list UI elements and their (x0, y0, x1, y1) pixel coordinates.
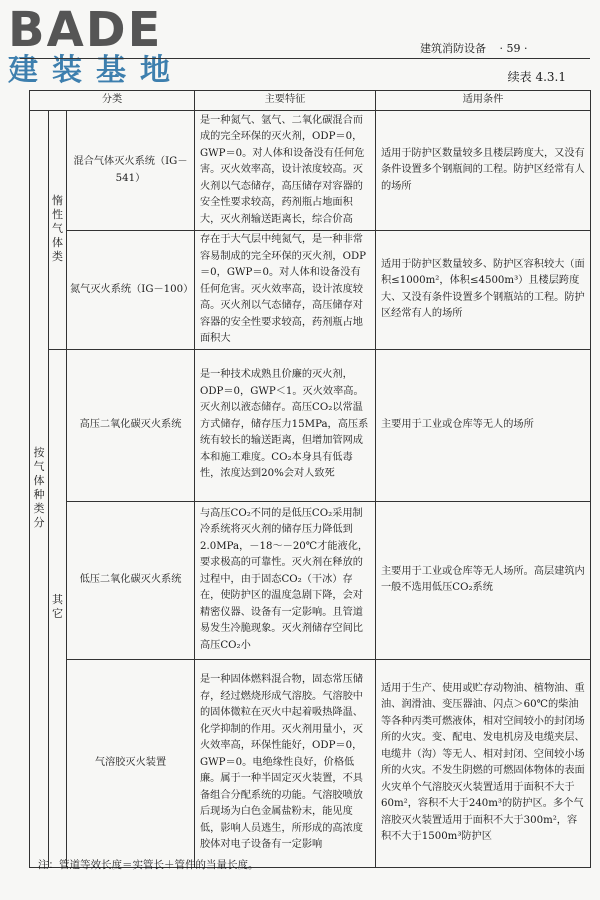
group-label-other: 其它 (52, 593, 63, 621)
header-features: 主要特征 (195, 91, 376, 111)
group-cell-inert (49, 111, 67, 350)
system-name: 气溶胶灭火装置 (67, 659, 195, 867)
system-features: 是一种氮气、氩气、二氧化碳混合而成的完全环保的灭火剂，ODP＝0，GWP＝0。对人体和设备没有任何危害。灭火效率高，设计浓度较高。灭火剂以气态储存，高压储存对容器的安全性要求较高，药剂瓶占地面积大，灭火剂输送距离长，综合价高 (195, 111, 376, 231)
system-name: 氮气灭火系统（IG－100） (67, 231, 195, 350)
table-row (30, 501, 591, 659)
table-header-row (30, 91, 591, 111)
system-conditions: 适用于生产、使用或贮存动物油、植物油、重油、润滑油、变压器油、闪点＞60℃的柴油等各种丙类可燃液体，相对空间较小的封闭场所的火灾。变、配电、发电机房及电缆夹层、电缆井（沟）等无人、相对封闭、空间较小场所的火灾。不发生阴燃的可燃固体物体的表面火灾单个气溶胶灭火装置适用于面积不大于60m²，容积不大于240m³的防护区。多个气溶胶灭火装置适用于面积不大于300m²，容积不大于1500m³防护区 (376, 659, 591, 867)
table-row (30, 231, 591, 350)
system-name: 混合气体灭火系统（IG－541） (67, 111, 195, 231)
running-header-title: 建筑消防设备 (420, 42, 486, 55)
group-label-inert: 惰性气体类 (52, 194, 63, 263)
system-conditions: 适用于防护区数量较多、防护区容积较大（面积≤1000m²，体积≤4500m³）且楼层跨度大、又没有条件设置多个钢瓶站的工程。防护区经常有人的场所 (376, 231, 591, 350)
system-conditions: 主要用于工业或仓库等无人场所。高层建筑内一般不选用低压CO₂系统 (376, 501, 591, 659)
fire-system-table (29, 90, 591, 868)
system-conditions: 适用于防护区数量较多且楼层跨度大，又没有条件设置多个钢瓶间的工程。防护区经常有人的场所 (376, 111, 591, 231)
table-row (30, 349, 591, 501)
table-row (30, 659, 591, 867)
logo-text-cn: 建装基地 (8, 53, 184, 88)
table-row (30, 111, 591, 231)
outer-category-label: 按气体种类分 (33, 446, 45, 529)
footnote: 注：管道等效长度＝实管长＋管件的当量长度。 (38, 859, 259, 871)
logo-text-en: BADE (8, 2, 163, 58)
group-cell-other (49, 349, 67, 867)
logo (8, 4, 184, 88)
table-caption: 续表 4.3.1 (507, 70, 566, 84)
page-number: · 59 · (499, 42, 528, 55)
header-conditions: 适用条件 (376, 91, 591, 111)
system-features: 是一种固体燃料混合物，固态常压储存，经过燃烧形成气溶胶。气溶胶中的固体微粒在灭火中起着吸热降温、化学抑制的作用。灭火剂用量小，灭火效率高，环保性能好，ODP＝0，GWP＝0。电绝缘性良好，价格低廉。属于一种半固定灭火装置，不具备组合分配系统的功能。气溶胶喷放后现场为白色金属盐粉末，能见度低，影响人员逃生，所形成的高浓度胶体对电子设备有一定影响 (195, 659, 376, 867)
system-features: 与高压CO₂不同的是低压CO₂采用制冷系统将灭火剂的储存压力降低到2.0MPa，－18～－20℃才能液化，要求极高的可靠性。灭火剂在释放的过程中，由于固态CO₂（干冰）存在，使防护区的温度急剧下降，会对精密仪器、设备有一定影响。且管道易发生冷脆现象。灭火剂储存空间比高压CO₂小 (195, 501, 376, 659)
system-name: 高压二氧化碳灭火系统 (67, 349, 195, 501)
header-category: 分类 (30, 91, 195, 111)
system-conditions: 主要用于工业或仓库等无人的场所 (376, 349, 591, 501)
system-name: 低压二氧化碳灭火系统 (67, 501, 195, 659)
header-rule (20, 58, 590, 59)
system-features: 是一种技术成熟且价廉的灭火剂，ODP＝0，GWP＜1。灭火效率高。灭火剂以液态储存。高压CO₂以常温方式储存，储存压力15MPa，高压系统有较长的输送距离，但增加管网成本和施工难度。CO₂本身具有低毒性，浓度达到20%会对人致死 (195, 349, 376, 501)
system-features: 存在于大气层中纯氮气，是一种非常容易制成的完全环保的灭火剂，ODP＝0，GWP＝0。对人体和设备没有任何危害。灭火效率高，设计浓度较高。灭火剂以气态储存，高压储存对容器的安全性要求较高，药剂瓶占地面积大 (195, 231, 376, 350)
running-header (420, 40, 585, 56)
outer-category-cell (30, 111, 49, 868)
